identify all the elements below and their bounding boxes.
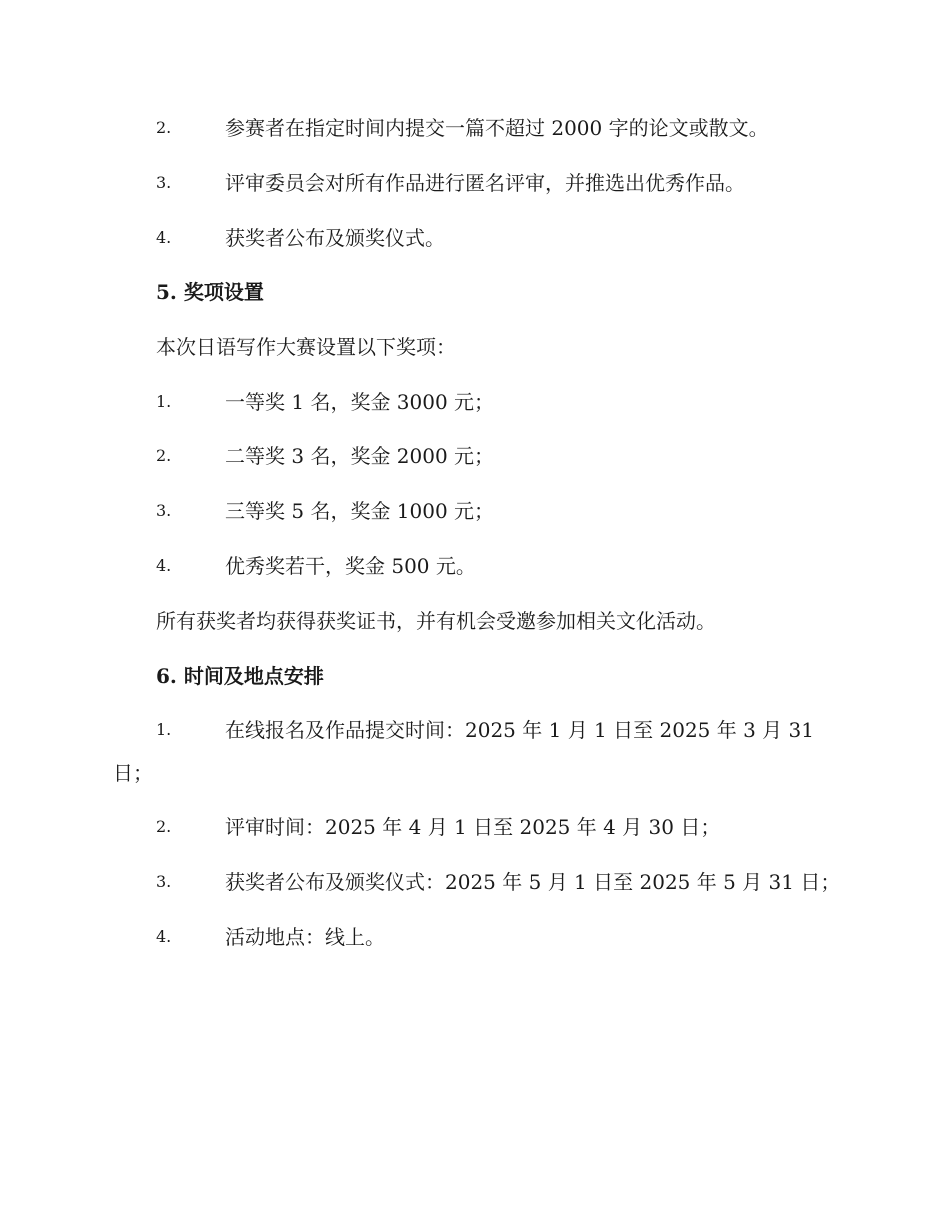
list-number: 2.: [156, 446, 172, 465]
list-number: 2.: [156, 118, 172, 137]
list-number: 4.: [156, 228, 172, 247]
list-item: 评审委员会对所有作品进行匿名评审，并推选出优秀作品。: [225, 171, 745, 195]
list-item: 三等奖 5 名，奖金 1000 元；: [225, 499, 495, 523]
list-item: 二等奖 3 名，奖金 2000 元；: [225, 444, 495, 468]
list-number: 3.: [156, 501, 172, 520]
section-intro: 本次日语写作大赛设置以下奖项：: [156, 335, 456, 359]
section-heading-schedule: 6. 时间及地点安排: [156, 664, 324, 688]
list-number: 4.: [156, 556, 172, 575]
list-item: 评审时间：2025 年 4 月 1 日至 2025 年 4 月 30 日；: [225, 815, 721, 839]
list-number: 1.: [156, 392, 172, 411]
list-item: 优秀奖若干，奖金 500 元。: [225, 554, 476, 578]
list-item: 获奖者公布及颁奖仪式：2025 年 5 月 1 日至 2025 年 5 月 31 日；: [225, 870, 841, 894]
list-number: 3.: [156, 173, 172, 192]
list-item: 一等奖 1 名，奖金 3000 元；: [225, 390, 495, 414]
section-closing: 所有获奖者均获得获奖证书，并有机会受邀参加相关文化活动。: [156, 609, 716, 633]
list-number: 3.: [156, 872, 172, 891]
section-heading-awards: 5. 奖项设置: [156, 280, 264, 304]
list-item-continuation: 日；: [113, 761, 153, 785]
list-item: 在线报名及作品提交时间：2025 年 1 月 1 日至 2025 年 3 月 31: [225, 718, 814, 742]
list-number: 1.: [156, 720, 172, 739]
list-number: 4.: [156, 927, 172, 946]
list-item: 获奖者公布及颁奖仪式。: [225, 226, 445, 250]
list-item: 活动地点：线上。: [225, 925, 385, 949]
list-item: 参赛者在指定时间内提交一篇不超过 2000 字的论文或散文。: [225, 116, 769, 140]
list-number: 2.: [156, 817, 172, 836]
